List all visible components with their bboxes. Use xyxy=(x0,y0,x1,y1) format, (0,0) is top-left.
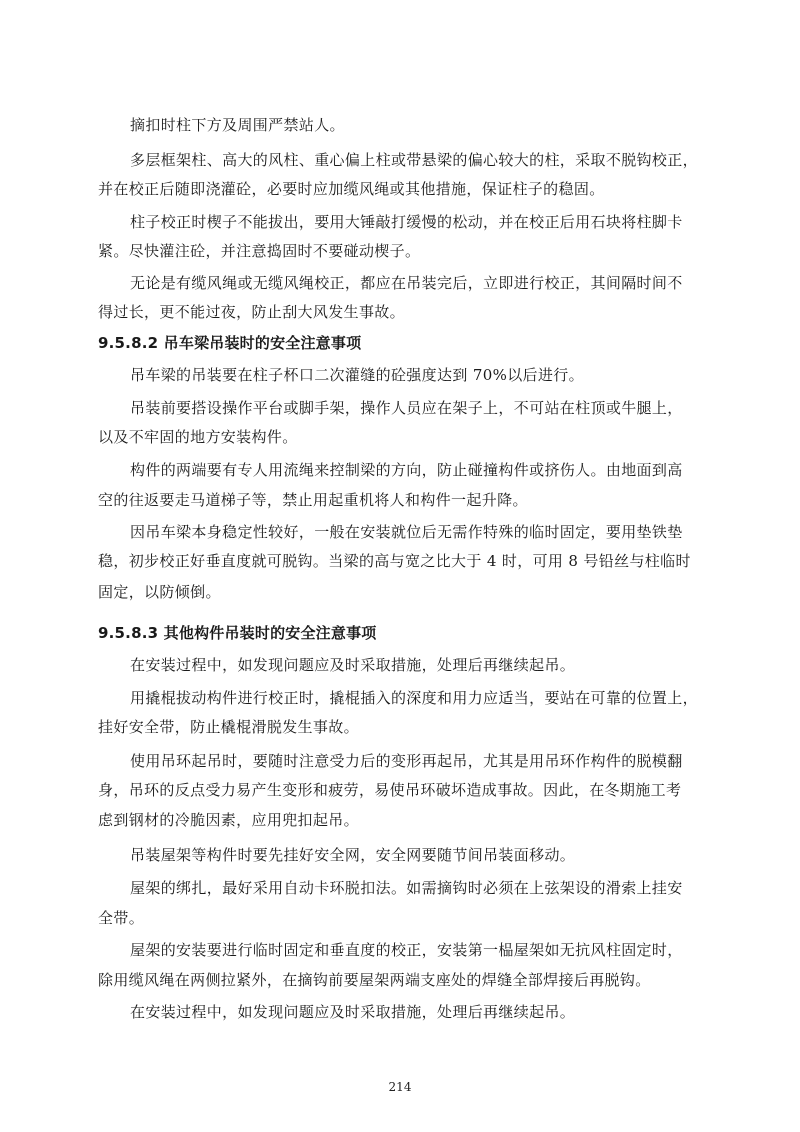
paragraph-line: 屋架的安装要进行临时固定和垂直度的校正，安装第一榀屋架如无抗风柱固定时， xyxy=(130,941,683,959)
paragraph-line: 因吊车梁本身稳定性较好，一般在安装就位后无需作特殊的临时固定，要用垫铁垫 xyxy=(130,523,683,541)
paragraph-line: 虑到钢材的冷脆因素，应用兜扣起吊。 xyxy=(98,811,359,829)
section-heading: 9.5.8.2 吊车梁吊装时的安全注意事项 xyxy=(98,334,362,352)
paragraph-line: 挂好安全带，防止橇棍滑脱发生事故。 xyxy=(98,718,359,736)
page-number: 214 xyxy=(388,1080,412,1094)
paragraph-line: 吊车梁的吊装要在柱子杯口二次灌缝的砼强度达到 70%以后进行。 xyxy=(130,366,584,384)
paragraph-line: 得过长，更不能过夜，防止刮大风发生事故。 xyxy=(98,303,406,321)
paragraph-line: 吊装前要搭设操作平台或脚手架，操作人员应在架子上，不可站在柱顶或牛腿上， xyxy=(130,399,683,417)
paragraph-line: 使用吊环起吊时，要随时注意受力后的变形再起吊，尤其是用吊环作构件的脱模翻 xyxy=(130,752,683,770)
paragraph-line: 固定，以防倾倒。 xyxy=(98,583,221,601)
paragraph-line: 在安装过程中，如发现问题应及时采取措施，处理后再继续起吊。 xyxy=(130,1003,576,1021)
paragraph-line: 并在校正后随即浇灌砼，必要时应加缆风绳或其他措施，保证柱子的稳固。 xyxy=(98,180,605,198)
paragraph-line: 吊装屋架等构件时要先挂好安全网，安全网要随节间吊装面移动。 xyxy=(130,846,576,864)
paragraph-line: 身，吊环的反点受力易产生变形和疲劳，易使吊环破坏造成事故。因此，在冬期施工考 xyxy=(98,781,682,799)
paragraph-line: 柱子校正时楔子不能拔出，要用大锤敲打缓慢的松动，并在校正后用石块将柱脚卡 xyxy=(130,213,683,231)
paragraph-line: 以及不牢固的地方安装构件。 xyxy=(98,428,298,446)
paragraph-line: 无论是有缆风绳或无缆风绳校正，都应在吊装完后，立即进行校正，其间隔时间不 xyxy=(130,274,683,292)
paragraph-line: 空的往返要走马道梯子等，禁止用起重机将人和构件一起升降。 xyxy=(98,491,528,509)
paragraph-line: 除用缆风绳在两侧拉紧外，在摘钩前要屋架两端支座处的焊缝全部焊接后再脱钩。 xyxy=(98,971,651,989)
paragraph-line: 稳，初步校正好垂直度就可脱钩。当梁的高与宽之比大于 4 时，可用 8 号铅丝与柱临时 xyxy=(98,552,691,570)
section-heading: 9.5.8.3 其他构件吊装时的安全注意事项 xyxy=(98,624,377,642)
paragraph-line: 全带。 xyxy=(98,909,145,927)
paragraph-line: 在安装过程中，如发现问题应及时采取措施，处理后再继续起吊。 xyxy=(130,656,576,674)
paragraph-line: 构件的两端要有专人用流绳来控制梁的方向，防止碰撞构件或挤伤人。由地面到高 xyxy=(130,461,683,479)
paragraph-line: 紧。尽快灌注砼，并注意捣固时不要碰动楔子。 xyxy=(98,242,421,260)
paragraph-line: 多层框架柱、高大的风柱、重心偏上柱或带悬梁的偏心较大的柱，采取不脱钩校正， xyxy=(130,151,698,169)
paragraph-line: 摘扣时柱下方及周围严禁站人。 xyxy=(130,116,345,134)
paragraph-line: 用撬棍拔动构件进行校正时，撬棍插入的深度和用力应适当，要站在可靠的位置上， xyxy=(130,689,698,707)
paragraph-line: 屋架的绑扎，最好采用自动卡环脱扣法。如需摘钩时必须在上弦架设的滑索上挂安 xyxy=(130,879,683,897)
